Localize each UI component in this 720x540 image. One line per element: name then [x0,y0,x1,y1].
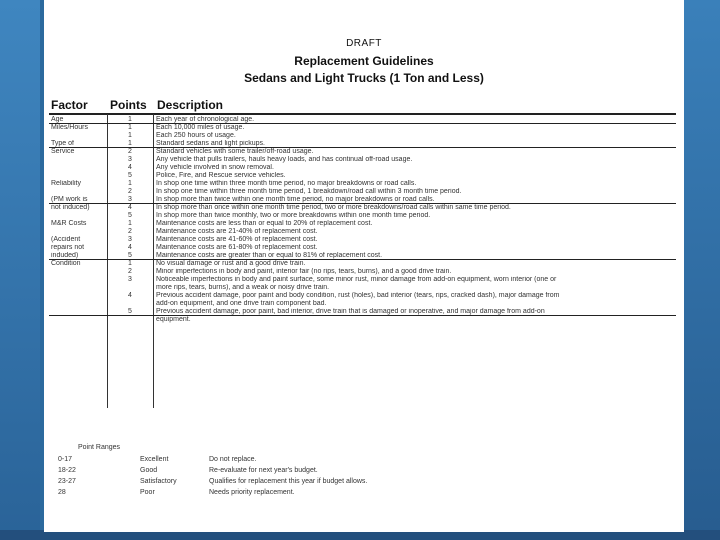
draft-label: DRAFT [346,38,382,49]
description-cell: Each 250 hours of usage. [156,132,236,139]
factor-cell: M&R Costs [51,220,87,227]
points-cell: 5 [128,212,132,219]
description-cell: Each year of chronological age. [156,116,255,123]
factor-column-header: Factor [51,98,88,112]
description-cell: Previous accident damage, poor paint, bad interior, drive train that is damaged or inoperative, and major damage from add-on [156,308,545,315]
range-rating: Excellent [140,456,169,463]
description-cell: In shop one time within three month time period, 1 breakdown/road call within 3 month time period. [156,188,462,195]
description-cell: Each 10,000 miles of usage. [156,124,245,131]
points-cell: 2 [128,148,132,155]
description-cell: In shop one time within three month time period, no major breakdowns or road calls. [156,180,417,187]
description-cell: Maintenance costs are greater than or equal to 81% of replacement cost. [156,252,383,259]
description-cell: more rips, tears, burns), and a weak or noisy drive train. [156,284,330,291]
range-rating: Poor [140,489,155,496]
description-cell: equipment. [156,316,191,323]
description-cell: Maintenance costs are less than or equal to 20% of replacement cost. [156,220,373,227]
description-cell: Standard sedans and light pickups. [156,140,265,147]
points-cell: 1 [128,260,132,267]
description-cell: Any vehicle involved in snow removal. [156,164,274,171]
right-background [680,0,720,540]
points-cell: 3 [128,196,132,203]
points-cell: 2 [128,268,132,275]
points-cell: 1 [128,116,132,123]
points-cell: 4 [128,244,132,251]
description-cell: No visual damage or rust and a good drive train. [156,260,306,267]
range-value: 28 [58,489,66,496]
description-cell: In shop more than twice within one month time period, no major breakdowns or road calls. [156,196,435,203]
points-cell: 4 [128,164,132,171]
left-background [0,0,40,540]
points-cell: 1 [128,220,132,227]
description-cell: In shop more than twice monthly, two or more breakdowns within one month time period. [156,212,431,219]
points-divider [153,114,154,408]
range-value: 0-17 [58,456,73,463]
description-column-header: Description [157,98,224,112]
factor-cell: induded) [51,252,79,259]
points-cell: 4 [128,292,132,299]
points-cell: 1 [128,124,132,131]
description-cell: Standard vehicles with some trailer/off-road usage. [156,148,314,155]
header-rule [49,113,676,115]
points-cell: 3 [128,156,132,163]
points-cell: 2 [128,188,132,195]
range-action: Qualifies for replacement this year if budget allows. [209,478,368,485]
factor-cell: (Accident [51,236,81,243]
factor-cell: repairs not [51,244,85,251]
description-cell: Police, Fire, and Rescue service vehicles. [156,172,286,179]
points-cell: 1 [128,140,132,147]
factor-cell: Condition [51,260,81,267]
range-action: Needs priority replacement. [209,489,295,496]
points-cell: 2 [128,228,132,235]
points-column-header: Points [110,98,147,112]
points-cell: 5 [128,308,132,315]
points-cell: 5 [128,172,132,179]
factor-cell: Service [51,148,75,155]
range-action: Re-evaluate for next year's budget. [209,467,318,474]
factor-cell: Type of [51,140,74,147]
point-ranges-title: Point Ranges [78,444,121,451]
description-cell: Noticeable imperfections in body and paint surface, some minor rust, minor damage from add-on equipment, worn interior (one or [156,276,557,283]
document-subtitle: Sedans and Light Trucks (1 Ton and Less) [244,71,484,85]
description-cell: add-on equipment, and one drive train component bad. [156,300,327,307]
description-cell: Previous accident damage, poor paint and body condition, rust (holes), bad interior (tears, rips, cracked dash), major damage from [156,292,560,299]
points-cell: 3 [128,276,132,283]
points-cell: 1 [128,180,132,187]
description-cell: Maintenance costs are 61-80% of replacement cost. [156,244,318,251]
points-cell: 1 [128,132,132,139]
points-cell: 4 [128,204,132,211]
factor-cell: Reliability [51,180,81,187]
document-page [44,0,684,532]
points-cell: 5 [128,252,132,259]
range-rating: Satisfactory [140,478,177,485]
factor-cell: Age [51,116,64,123]
factor-cell: not induced) [51,204,90,211]
factor-cell: Miles/Hours [51,124,88,131]
range-rating: Good [140,467,158,474]
range-value: 23-27 [58,478,76,485]
range-value: 18-22 [58,467,76,474]
description-cell: In shop more than once within one month time period, two or more breakdowns/road calls within same time period. [156,204,511,211]
points-cell: 3 [128,236,132,243]
factor-divider [107,114,108,408]
range-action: Do not replace. [209,456,257,463]
factor-cell: (PM work is [51,196,88,203]
description-cell: Maintenance costs are 41-60% of replacement cost. [156,236,318,243]
description-cell: Maintenance costs are 21-40% of replacement cost. [156,228,318,235]
document-title: Replacement Guidelines [294,54,434,68]
description-cell: Any vehicle that pulls trailers, hauls heavy loads, and has continual off-road usage. [156,156,413,163]
description-cell: Minor imperfections in body and paint, interior fair (no rips, tears, burns), and a good drive train. [156,268,452,275]
